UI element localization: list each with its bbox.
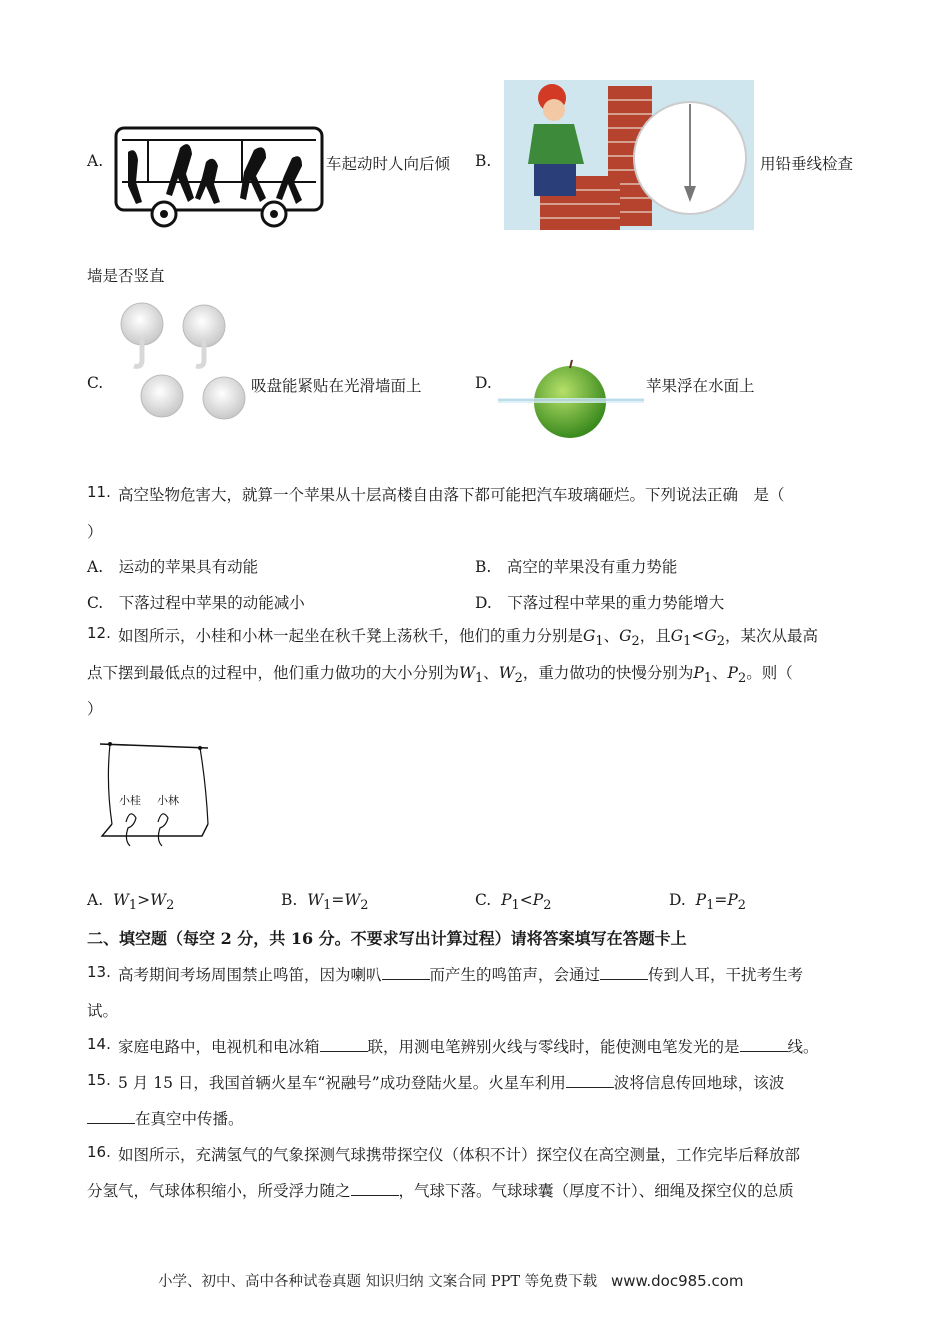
option-b-letter: B. bbox=[475, 152, 492, 170]
question-15-line-1: 5 月 15 日，我国首辆火星车“祝融号”成功登陆火星。火星车利用 波将信息传回地球，该波 bbox=[118, 1074, 785, 1092]
question-15-line-2: 在真空中传播。 bbox=[87, 1107, 244, 1129]
question-12-line-1: 如图所示，小桂和小林一起坐在秋千凳上荡秋千，他们的重力分别是$G_1$、$G_2$，且$G_1<G_2$，某次从最高 bbox=[118, 627, 818, 650]
footer-text: 小学、初中、高中各种试卷真题 知识归纳 文案合同 PPT 等免费下载 bbox=[158, 1274, 598, 1290]
question-11-number: 11. bbox=[87, 483, 111, 501]
section-2-title: 二、填空题（每空 2 分，共 16 分。不要求写出计算过程）请将答案填写在答题卡上 bbox=[87, 929, 687, 948]
question-13-line-2: 试。 bbox=[87, 1002, 119, 1020]
answer-blank bbox=[566, 1075, 614, 1088]
question-15-number: 15. bbox=[87, 1071, 111, 1089]
option-a-text: 车起动时人向后倾 bbox=[326, 155, 451, 173]
option-b-text-cont: 墙是否竖直 bbox=[87, 267, 165, 285]
question-12-line-2: 点下摆到最低点的过程中，他们重力做功的大小分别为$W_1$、$W_2$，重力做功的快慢分别为$P_1$、$P_2$。则（ bbox=[87, 664, 793, 687]
question-13-number: 13. bbox=[87, 963, 111, 981]
question-16-line-1: 如图所示，充满氢气的气象探测气球携带探空仪（体积不计）探空仪在高空测量，工作完毕后释放部 bbox=[118, 1146, 801, 1164]
question-11-stem: 高空坠物危害大，就算一个苹果从十层高楼自由落下都可能把汽车玻璃砸烂。下列说法正确 是（ bbox=[118, 486, 785, 504]
question-16-line-2: 分氢气，气球体积缩小，所受浮力随之 ，气球下落。气球球囊（厚度不计）、细绳及探空仪的总质 bbox=[87, 1182, 794, 1200]
suction-cups-figure bbox=[118, 300, 248, 430]
swing-figure bbox=[96, 738, 212, 856]
option-d-letter: D. bbox=[475, 374, 492, 392]
option-c-letter: C. bbox=[87, 374, 104, 392]
question-16-number: 16. bbox=[87, 1143, 111, 1161]
question-12-option-a: A. $W_1>W_2$ bbox=[87, 891, 175, 914]
question-11-option-d: D. 下落过程中苹果的重力势能增大 bbox=[475, 594, 725, 612]
plumb-line-figure bbox=[504, 80, 754, 230]
answer-blank bbox=[87, 1111, 135, 1124]
option-a-letter: A. bbox=[87, 152, 104, 170]
apple-on-water-figure bbox=[498, 358, 644, 442]
question-11-option-a: A. 运动的苹果具有动能 bbox=[87, 558, 259, 576]
question-12-option-c: C. $P_1<P_2$ bbox=[475, 891, 552, 914]
bus-figure bbox=[108, 122, 330, 232]
question-12-close: ） bbox=[87, 700, 103, 718]
question-12-option-b: B. $W_1=W_2$ bbox=[281, 891, 369, 914]
footer-url[interactable]: www.doc985.com bbox=[610, 1272, 744, 1290]
swing-label-guigui: 小桂 bbox=[119, 794, 141, 807]
option-d-text: 苹果浮在水面上 bbox=[646, 377, 755, 395]
question-13-line-1: 高考期间考场周围禁止鸣笛，因为喇叭 而产生的鸣笛声，会通过 传到人耳，干扰考生考 bbox=[118, 966, 804, 984]
answer-blank bbox=[740, 1039, 788, 1052]
question-14-number: 14. bbox=[87, 1035, 111, 1053]
question-12-option-d: D. $P_1=P_2$ bbox=[669, 891, 746, 914]
option-c-text: 吸盘能紧贴在光滑墙面上 bbox=[251, 377, 422, 395]
question-11-option-c: C. 下落过程中苹果的动能减小 bbox=[87, 594, 305, 612]
answer-blank bbox=[382, 967, 430, 980]
question-11-option-b: B. 高空的苹果没有重力势能 bbox=[475, 558, 678, 576]
page-footer bbox=[158, 1270, 744, 1291]
answer-blank bbox=[351, 1183, 399, 1196]
question-14-line-1: 家庭电路中，电视机和电冰箱 联，用测电笔辨别火线与零线时，能使测电笔发光的是 线。 bbox=[118, 1038, 819, 1056]
question-11-close: ） bbox=[87, 523, 103, 541]
answer-blank bbox=[320, 1039, 368, 1052]
swing-label-xiaolin: 小林 bbox=[157, 794, 179, 807]
question-12-number: 12. bbox=[87, 624, 111, 642]
answer-blank bbox=[600, 967, 648, 980]
option-b-text: 用铅垂线检查 bbox=[760, 155, 854, 173]
